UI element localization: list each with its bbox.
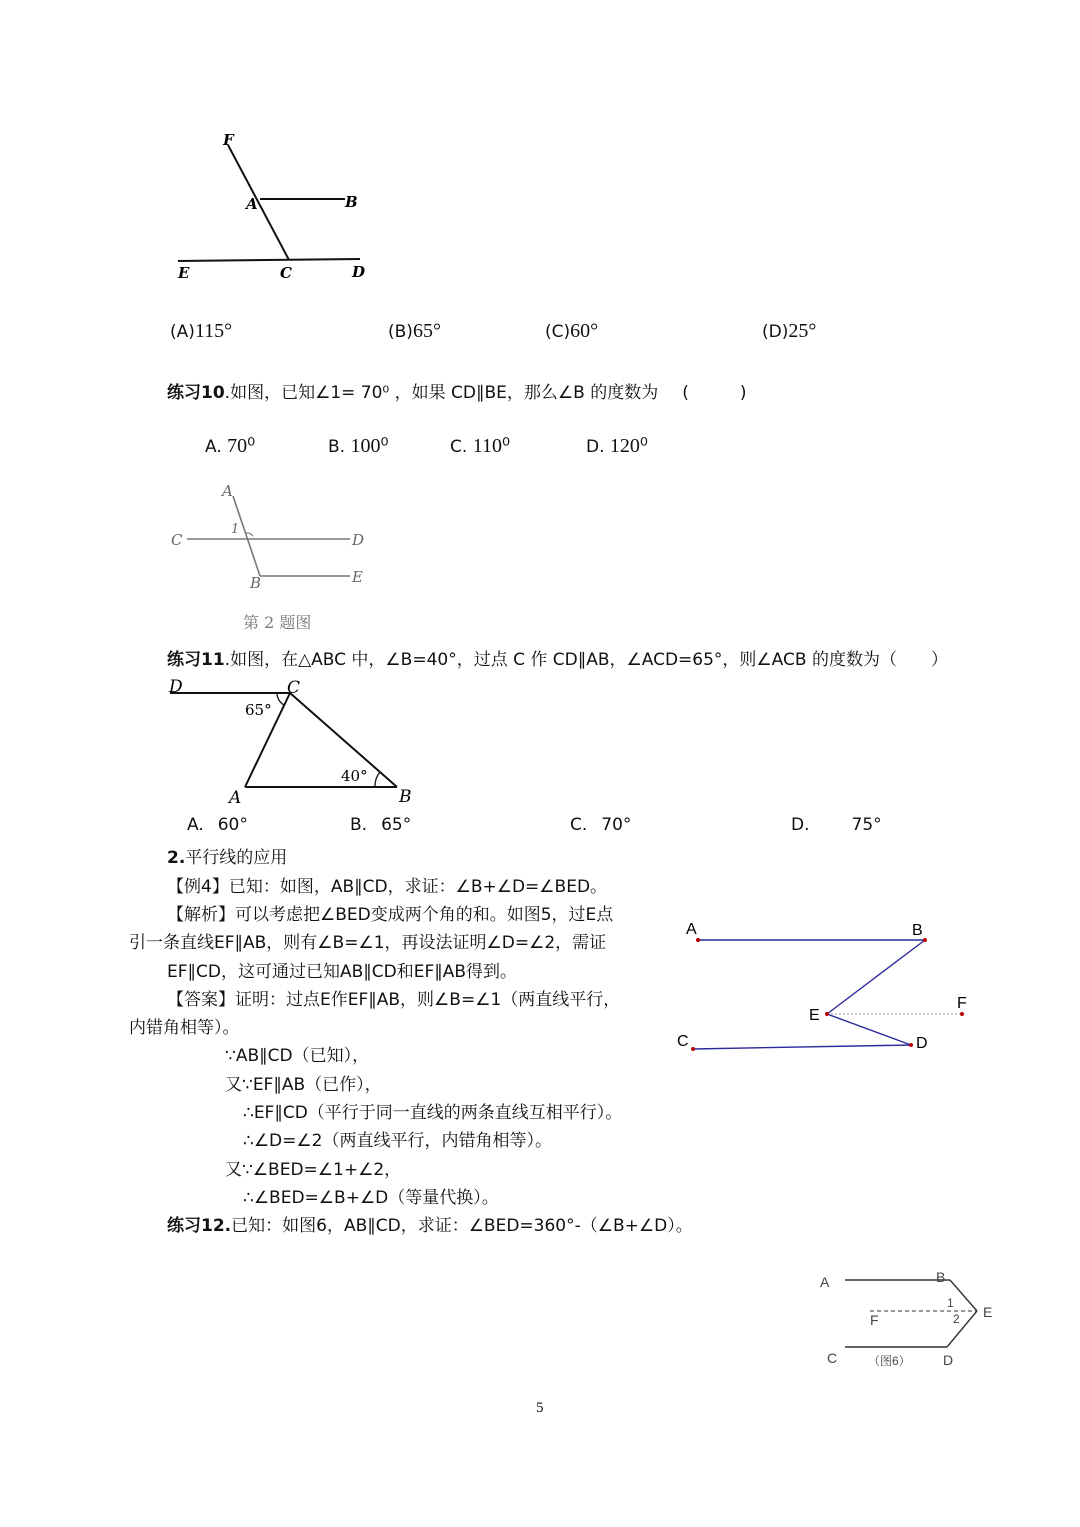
label-F: F <box>870 1312 879 1328</box>
q10-caption: 第 2 题图 <box>243 613 312 632</box>
example-text: 已知：如图，AB∥CD，求证：∠B+∠D=∠BED。 <box>228 877 608 897</box>
answer-line-2: 内错角相等）。 <box>129 1018 240 1038</box>
proof-line-5: 又∵∠BED=∠1+∠2， <box>225 1160 402 1180</box>
q10-option-b[interactable] <box>328 433 389 458</box>
option-key: A. <box>187 815 204 835</box>
example-4 <box>167 872 607 897</box>
option-key: B. <box>350 815 368 835</box>
option-value: 70⁰ <box>227 435 256 457</box>
option-key: A. <box>205 437 222 457</box>
figure-q11 <box>165 676 425 811</box>
example-label: 【例4】 <box>167 877 229 897</box>
option-value: 25° <box>788 320 817 342</box>
option-value: 115° <box>194 320 233 342</box>
option-value: 60° <box>570 320 599 342</box>
option-key: (D) <box>762 322 789 342</box>
q10-stem <box>167 378 746 403</box>
option-key: (A) <box>170 322 195 342</box>
q11-num: 11 <box>201 650 225 670</box>
q10-text: .如图，已知∠1= 70⁰ ，如果 CD∥BE，那么∠B 的度数为 <box>224 383 659 403</box>
analysis-line-3: EF∥CD，这可通过已知AB∥CD和EF∥AB得到。 <box>167 962 518 982</box>
label-B: B <box>912 922 923 939</box>
label-B: B <box>936 1269 946 1285</box>
analysis-line-1 <box>167 900 613 925</box>
label-1: 1 <box>947 1296 954 1310</box>
angle-40: 40° <box>341 767 368 785</box>
label-F: F <box>957 995 967 1012</box>
section-heading <box>167 843 287 868</box>
option-value: 110⁰ <box>472 435 510 457</box>
label-C: C <box>677 1033 689 1050</box>
label-D: D <box>943 1352 954 1368</box>
option-value: 120⁰ <box>609 435 648 457</box>
label-C: C <box>171 531 183 549</box>
option-value: 70° <box>601 815 632 835</box>
q11-tag: 练习 <box>167 650 201 670</box>
q12-num: 12. <box>201 1216 232 1236</box>
page-number: 5 <box>536 1400 544 1416</box>
q11-option-d[interactable] <box>791 815 882 835</box>
option-key: C. <box>450 437 468 457</box>
q10-option-a[interactable] <box>205 433 255 458</box>
label-C: C <box>287 678 301 698</box>
proof-line-4: ∴∠D=∠2（两直线平行，内错角相等）。 <box>243 1131 552 1151</box>
label-D: D <box>352 531 365 549</box>
q9-option-d[interactable] <box>762 320 816 343</box>
label-E: E <box>983 1304 993 1320</box>
analysis-line-2: 引一条直线EF∥AB，则有∠B=∠1，再设法证明∠D=∠2，需证 <box>129 933 607 953</box>
label-D: D <box>169 677 183 697</box>
label-2: 2 <box>953 1312 960 1326</box>
q11-text: .如图，在△ABC 中，∠B=40°，过点 C 作 CD∥AB，∠ACD=65°，则∠ACB 的度数为（ ） <box>224 650 948 670</box>
label-A: A <box>229 788 242 808</box>
option-key: D. <box>791 815 810 835</box>
q11-stem <box>167 645 948 670</box>
q9-option-c[interactable] <box>545 320 598 343</box>
proof-line-3: ∴EF∥CD（平行于同一直线的两条直线互相平行）。 <box>243 1103 623 1123</box>
q12-text: 已知：如图6，AB∥CD，求证：∠BED=360°-（∠B+∠D）。 <box>231 1216 693 1236</box>
label-C: C <box>827 1350 838 1366</box>
q10-num: 10 <box>201 383 225 403</box>
q12-stem <box>167 1211 693 1236</box>
label-A: A <box>686 921 697 938</box>
analysis-text: 可以考虑把∠BED变成两个角的和。如图5，过E点 <box>235 905 614 925</box>
label-D: D <box>916 1035 928 1052</box>
label-A: A <box>222 482 233 500</box>
q11-option-c[interactable] <box>570 815 631 835</box>
q9-option-a[interactable] <box>170 320 232 343</box>
q11-option-a[interactable] <box>187 815 248 835</box>
label-E: E <box>178 264 190 282</box>
label-D: D <box>352 263 366 281</box>
option-key: B. <box>328 437 346 457</box>
answer-line-1 <box>167 985 620 1010</box>
option-value: 100⁰ <box>350 435 389 457</box>
option-value: 65° <box>381 815 412 835</box>
label-F: F <box>223 131 234 149</box>
figure-6-caption: （图6） <box>868 1354 911 1368</box>
proof-line-1: ∵AB∥CD（已知）， <box>225 1046 370 1066</box>
label-E: E <box>809 1007 820 1024</box>
heading-text: 平行线的应用 <box>185 848 288 868</box>
label-B: B <box>345 193 358 211</box>
answer-text: 证明：过点E作EF∥AB，则∠B=∠1（两直线平行， <box>235 990 621 1010</box>
proof-line-2: 又∵EF∥AB（已作）， <box>225 1075 382 1095</box>
q12-tag: 练习 <box>167 1216 201 1236</box>
q9-option-b[interactable] <box>388 320 441 343</box>
label-A: A <box>820 1274 830 1290</box>
proof-line-6: ∴∠BED=∠B+∠D（等量代换）。 <box>243 1188 499 1208</box>
q10-option-c[interactable] <box>450 433 510 458</box>
figure-6 <box>815 1265 1000 1380</box>
label-B: B <box>399 787 412 807</box>
analysis-label: 【解析】 <box>167 905 235 925</box>
option-key: (C) <box>545 322 571 342</box>
label-C: C <box>280 264 292 282</box>
figure-q9 <box>170 125 390 290</box>
q10-paren: ( ) <box>682 383 747 403</box>
angle-65: 65° <box>245 701 272 719</box>
figure-5 <box>675 915 975 1060</box>
option-key: C. <box>570 815 588 835</box>
answer-label: 【答案】 <box>167 990 235 1010</box>
q10-option-d[interactable] <box>586 433 648 458</box>
q11-option-b[interactable] <box>350 815 411 835</box>
heading-num: 2. <box>167 848 186 868</box>
option-value: 60° <box>217 815 248 835</box>
option-key: (B) <box>388 322 413 342</box>
option-value: 65° <box>412 320 441 342</box>
label-B: B <box>250 574 262 592</box>
option-value: 75° <box>851 815 882 835</box>
label-1: 1 <box>231 522 240 537</box>
label-E: E <box>352 568 363 586</box>
option-key: D. <box>586 437 605 457</box>
label-A: A <box>246 195 258 213</box>
q10-tag: 练习 <box>167 383 201 403</box>
